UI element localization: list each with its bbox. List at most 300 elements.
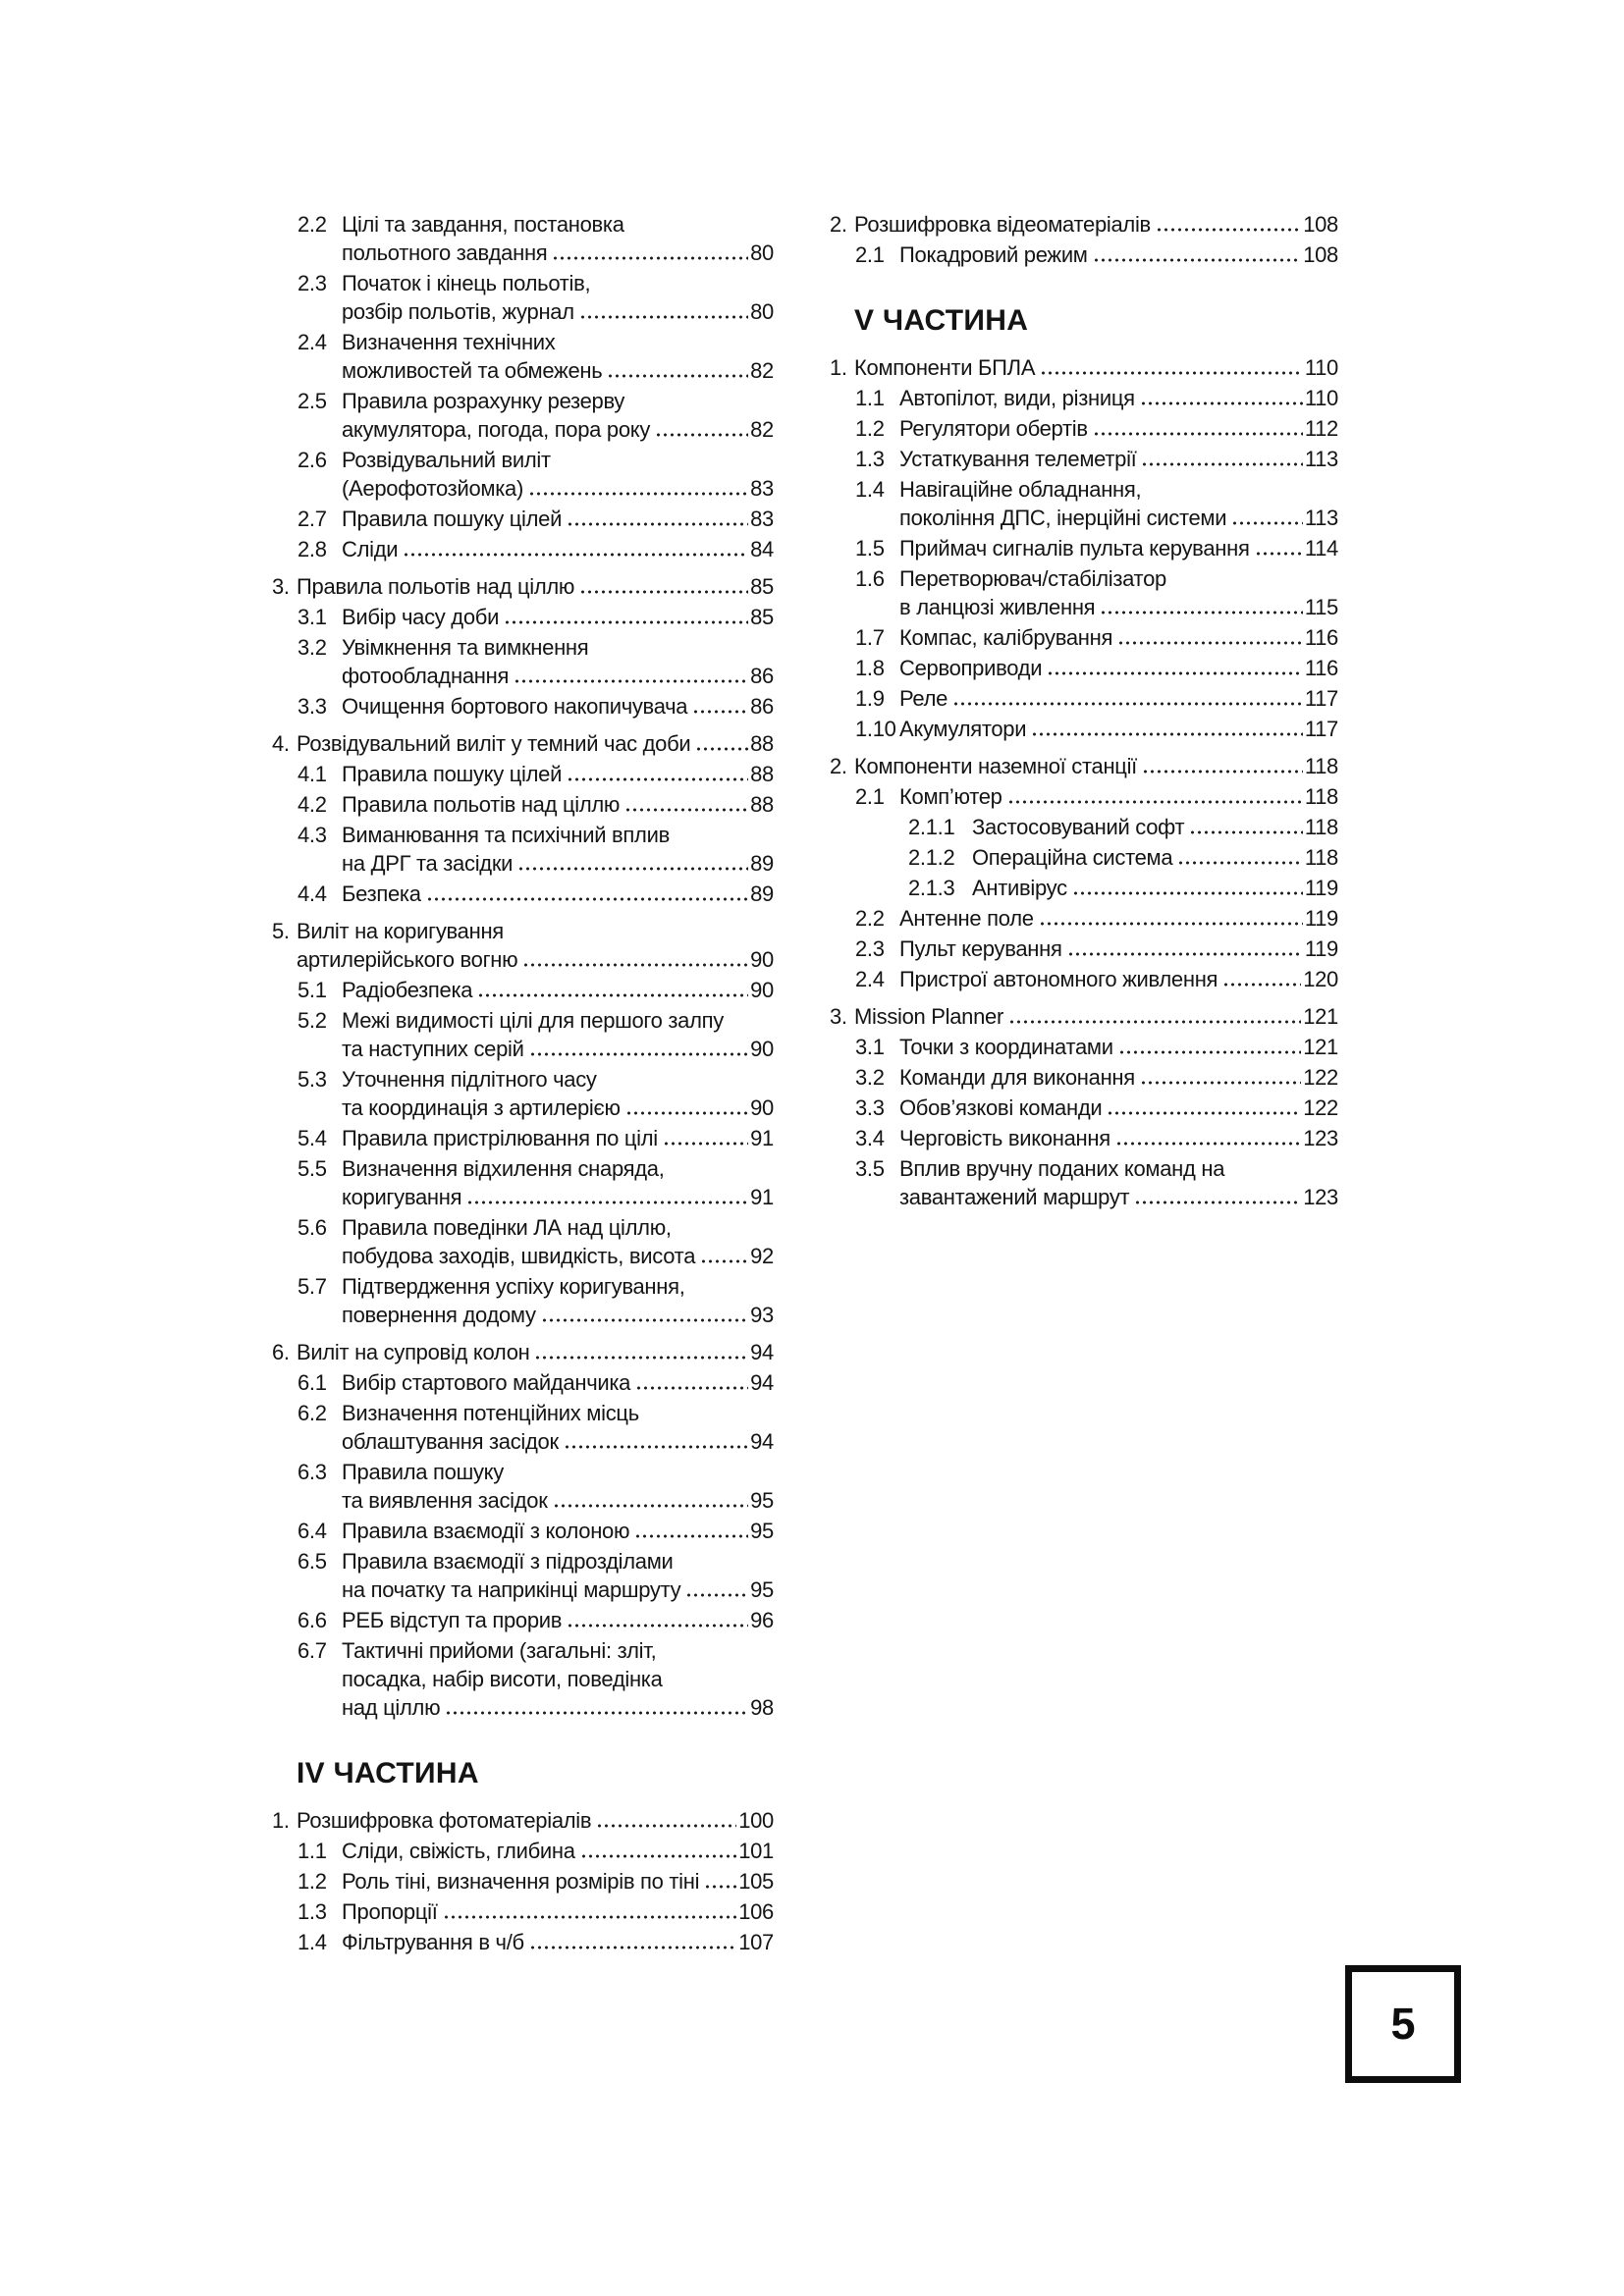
toc-entry [272, 917, 774, 974]
entry-title: Розвідувальний виліт у темний час доби [297, 731, 691, 756]
toc-line [272, 692, 774, 721]
dot-leader [1230, 504, 1303, 532]
toc-entry [830, 623, 1338, 652]
page-ref: 110 [1304, 355, 1338, 380]
dot-leader [566, 505, 748, 533]
page-number: 5 [1390, 1999, 1416, 2049]
toc-entry [830, 715, 1338, 743]
entry-number: 2.7 [298, 507, 327, 531]
toc-line [830, 813, 1338, 841]
toc-line [272, 849, 774, 878]
dot-leader [691, 692, 748, 721]
dot-leader [1141, 752, 1303, 780]
entry-title: Покадровий режим [899, 242, 1088, 267]
toc-line [272, 662, 774, 690]
entry-number: 1.2 [298, 1869, 327, 1894]
page-ref: 94 [750, 1340, 774, 1364]
entry-title: Розшифровка фотоматеріалів [297, 1808, 592, 1833]
toc-line [272, 790, 774, 819]
dot-leader [1188, 813, 1303, 841]
toc-entry [272, 446, 774, 503]
entry-number: 1.5 [855, 536, 885, 561]
dot-leader [1133, 1183, 1301, 1211]
toc-entry [830, 1063, 1338, 1092]
entry-title: Антивірус [972, 876, 1067, 900]
entry-title: Виліт на супровід колон [297, 1340, 530, 1364]
page-ref: 106 [738, 1899, 774, 1924]
toc-entry [272, 269, 774, 326]
toc-entry [272, 692, 774, 721]
page-ref: 101 [738, 1839, 774, 1863]
toc-line [272, 1547, 774, 1575]
toc-entry [272, 1338, 774, 1366]
toc-line [272, 1636, 774, 1665]
dot-leader [425, 880, 748, 908]
toc-line [272, 1368, 774, 1397]
page-ref: 83 [750, 507, 774, 531]
entry-number: 2.4 [855, 967, 885, 991]
toc-entry [830, 904, 1338, 933]
dot-leader [540, 1301, 748, 1329]
toc-entry [272, 1006, 774, 1063]
toc-entry [272, 976, 774, 1004]
entry-number: 2.1.1 [908, 815, 955, 839]
entry-title: польотного завдання [342, 240, 548, 265]
entry-number: 1.7 [855, 625, 885, 650]
toc-entry [830, 534, 1338, 562]
toc-column-right [830, 210, 1338, 1211]
page-ref: 110 [1304, 386, 1338, 410]
toc-line [272, 535, 774, 563]
entry-title: Виліт на коригування [297, 919, 504, 943]
page-ref: 114 [1304, 536, 1338, 561]
entry-title: Антенне поле [899, 906, 1034, 931]
dot-leader [633, 1517, 748, 1545]
entry-title: Команди для виконання [899, 1065, 1135, 1090]
toc-line [272, 1242, 774, 1270]
dot-leader [1071, 874, 1303, 902]
entry-number: 1.1 [855, 386, 885, 410]
entry-title: Компас, калібрування [899, 625, 1113, 650]
entry-title: Роль тіні, визначення розмірів по тіні [342, 1869, 700, 1894]
dot-leader [1092, 414, 1303, 443]
page-ref: 93 [750, 1303, 774, 1327]
entry-title: Компоненти наземної станції [854, 754, 1137, 778]
entry-title: Устаткування телеметрії [899, 447, 1137, 471]
entry-number: 2.2 [298, 212, 327, 237]
entry-number: 3.2 [298, 635, 327, 660]
dot-leader [624, 1094, 748, 1122]
entry-title: Пропорції [342, 1899, 438, 1924]
entry-title: на ДРГ та засідки [342, 851, 514, 876]
entry-title: побудова заходів, швидкість, висота [342, 1244, 696, 1268]
toc-line [272, 328, 774, 356]
entry-title: фотообладнання [342, 664, 510, 688]
part-header: V ЧАСТИНА [854, 304, 1029, 337]
toc-line [830, 504, 1338, 532]
toc-line [830, 564, 1338, 593]
toc-entry [830, 934, 1338, 963]
toc-line [830, 904, 1338, 933]
page-ref: 118 [1304, 754, 1338, 778]
page-ref: 88 [750, 792, 774, 817]
toc-line [830, 1002, 1338, 1031]
page-ref: 88 [750, 762, 774, 786]
toc-line [272, 415, 774, 444]
toc-entry [272, 387, 774, 444]
entry-title: Пристрої автономного живлення [899, 967, 1218, 991]
dot-leader [528, 1035, 749, 1063]
toc-entry [830, 564, 1338, 621]
toc-line [272, 356, 774, 385]
toc-line [272, 269, 774, 297]
dot-leader [1116, 623, 1303, 652]
toc-line [272, 1065, 774, 1094]
page-ref: 94 [750, 1370, 774, 1395]
dot-leader [595, 1806, 736, 1835]
page-ref: 117 [1304, 686, 1338, 711]
toc-entry [272, 1368, 774, 1397]
entry-title: Вплив вручну поданих команд на [899, 1156, 1225, 1181]
entry-title: можливостей та обмежень [342, 358, 603, 383]
entry-title: Черговість виконання [899, 1126, 1110, 1150]
entry-title: Сервоприводи [899, 656, 1043, 680]
entry-title: Реле [899, 686, 948, 711]
toc-entry [272, 1124, 774, 1152]
toc-line [272, 603, 774, 631]
entry-number: 3.3 [855, 1095, 885, 1120]
entry-number: 2.6 [298, 448, 327, 472]
entry-number: 2.4 [298, 330, 327, 354]
toc-line [272, 1035, 774, 1063]
toc-entry [830, 843, 1338, 872]
page-ref: 100 [738, 1808, 774, 1833]
page-ref: 90 [750, 978, 774, 1002]
entry-number: 6.3 [298, 1460, 327, 1484]
entry-number: 3.3 [298, 694, 327, 719]
toc-line [272, 880, 774, 908]
page-ref: 80 [750, 299, 774, 324]
toc-line [272, 446, 774, 474]
dot-leader [533, 1338, 748, 1366]
dot-leader [1106, 1094, 1301, 1122]
page-ref: 85 [750, 574, 774, 599]
toc-entry [272, 1928, 774, 1956]
toc-entry [830, 210, 1338, 239]
entry-number: 3. [272, 574, 290, 599]
dot-leader [1006, 782, 1303, 811]
toc-entry [830, 414, 1338, 443]
page-ref: 95 [750, 1488, 774, 1513]
entry-title: Очищення бортового накопичувача [342, 694, 688, 719]
toc-entry [272, 603, 774, 631]
entry-number: 6.2 [298, 1401, 327, 1425]
entry-title: над ціллю [342, 1695, 441, 1720]
page-ref: 123 [1303, 1185, 1338, 1209]
page-ref: 118 [1304, 815, 1338, 839]
page-ref: 95 [750, 1577, 774, 1602]
dot-leader [1038, 904, 1303, 933]
toc-line [272, 976, 774, 1004]
toc-line [830, 414, 1338, 443]
dot-leader [1139, 384, 1303, 412]
entry-title: Фільтрування в ч/б [342, 1930, 524, 1954]
toc-entry [830, 1124, 1338, 1152]
entry-title: в ланцюзі живлення [899, 595, 1096, 619]
toc-entry [830, 684, 1338, 713]
dot-leader [1039, 353, 1303, 382]
toc-entry [272, 1458, 774, 1515]
dot-leader [566, 760, 748, 788]
entry-title: Визначення відхилення снаряда, [342, 1156, 665, 1181]
toc-line [272, 1213, 774, 1242]
toc-entry [272, 1867, 774, 1896]
dot-leader [1139, 1063, 1301, 1092]
entry-title: (Аерофотозйомка) [342, 476, 523, 501]
toc-line [272, 1517, 774, 1545]
page-ref: 89 [750, 881, 774, 906]
toc-line [830, 1124, 1338, 1152]
page-ref: 118 [1304, 845, 1338, 870]
toc-line [830, 475, 1338, 504]
page-ref: 82 [750, 358, 774, 383]
page-ref: 113 [1304, 506, 1338, 530]
toc-entry [272, 1272, 774, 1329]
toc-line [272, 1458, 774, 1486]
dot-leader [1155, 210, 1301, 239]
entry-title: РЕБ відступ та прорив [342, 1608, 563, 1632]
toc-line [272, 239, 774, 267]
toc-line [830, 752, 1338, 780]
page-ref: 82 [750, 417, 774, 442]
entry-title: завантажений маршрут [899, 1185, 1130, 1209]
toc-line [830, 1033, 1338, 1061]
entry-number: 1. [272, 1808, 290, 1833]
entry-title: Розшифровка відеоматеріалів [854, 212, 1151, 237]
page-ref: 90 [750, 1037, 774, 1061]
toc-entry [830, 1033, 1338, 1061]
dot-leader [552, 1486, 749, 1515]
entry-title: Правила польотів над ціллю [297, 574, 575, 599]
page-ref: 83 [750, 476, 774, 501]
toc-line [272, 1301, 774, 1329]
toc-entry [272, 1154, 774, 1211]
dot-leader [1221, 965, 1301, 993]
toc-line [272, 474, 774, 503]
entry-title: посадка, набір висоти, поведінка [342, 1667, 663, 1691]
toc-entry [272, 1517, 774, 1545]
toc-line [830, 654, 1338, 682]
entry-title: покоління ДПС, інерційні системи [899, 506, 1227, 530]
entry-title: облаштування засідок [342, 1429, 559, 1454]
toc-entry [830, 353, 1338, 382]
entry-number: 1.8 [855, 656, 885, 680]
toc-entry [272, 1606, 774, 1634]
toc-entry [272, 1065, 774, 1122]
entry-number: 1.1 [298, 1839, 327, 1863]
toc-line [272, 1806, 774, 1835]
entry-number: 4.3 [298, 823, 327, 847]
entry-title: Вибір стартового майданчика [342, 1370, 631, 1395]
dot-leader [503, 603, 748, 631]
page-ref: 80 [750, 240, 774, 265]
toc-entry [830, 782, 1338, 811]
entry-number: 5.1 [298, 978, 327, 1002]
toc-line [830, 715, 1338, 743]
entry-title: Межі видимості цілі для першого залпу [342, 1008, 724, 1033]
entry-title: та виявлення засідок [342, 1488, 548, 1513]
toc-line [830, 353, 1338, 382]
dot-leader [623, 790, 748, 819]
dot-leader [606, 356, 748, 385]
dot-leader [694, 729, 748, 758]
toc-line [272, 729, 774, 758]
entry-number: 1.6 [855, 566, 885, 591]
toc-line [272, 387, 774, 415]
page-ref: 117 [1304, 717, 1338, 741]
page-ref: 121 [1303, 1035, 1338, 1059]
toc-line [272, 1124, 774, 1152]
dot-leader [521, 945, 748, 974]
entry-title: та наступних серій [342, 1037, 524, 1061]
dot-leader [1176, 843, 1302, 872]
toc-line [830, 965, 1338, 993]
entry-number: 6.7 [298, 1638, 327, 1663]
dot-leader [465, 1183, 748, 1211]
page-ref: 121 [1303, 1004, 1338, 1029]
entry-title: акумулятора, погода, пора року [342, 417, 651, 442]
entry-number: 3.5 [855, 1156, 885, 1181]
dot-leader [1254, 534, 1303, 562]
entry-number: 2.1.2 [908, 845, 955, 870]
toc-line [272, 1094, 774, 1122]
toc-line [830, 1183, 1338, 1211]
entry-title: Тактичні прийоми (загальні: зліт, [342, 1638, 657, 1663]
toc-line [272, 1575, 774, 1604]
page-ref: 88 [750, 731, 774, 756]
entry-number: 1.2 [855, 416, 885, 441]
entry-title: Застосовуваний софт [972, 815, 1185, 839]
dot-leader [1066, 934, 1303, 963]
page-ref: 90 [750, 1095, 774, 1120]
dot-leader [1007, 1002, 1301, 1031]
entry-number: 2.8 [298, 537, 327, 561]
entry-title: Компоненти БПЛА [854, 355, 1036, 380]
entry-number: 2.3 [855, 936, 885, 961]
entry-title: Правила пошуку цілей [342, 507, 563, 531]
dot-leader [551, 239, 748, 267]
page-ref: 123 [1303, 1126, 1338, 1150]
dot-leader [684, 1575, 748, 1604]
entry-title: Правила поведінки ЛА над ціллю, [342, 1215, 672, 1240]
toc-line [830, 593, 1338, 621]
toc-line [272, 505, 774, 533]
entry-number: 3.4 [855, 1126, 885, 1150]
toc-line [830, 210, 1338, 239]
toc-line [830, 684, 1338, 713]
toc-entry [272, 572, 774, 601]
page-ref: 119 [1304, 936, 1338, 961]
toc-entry [272, 1213, 774, 1270]
page-ref: 108 [1303, 242, 1338, 267]
dot-leader [566, 1606, 748, 1634]
page-ref: 116 [1304, 656, 1338, 680]
entry-title: Автопілот, види, різниця [899, 386, 1135, 410]
toc-line [272, 1154, 774, 1183]
page-number-box [1345, 1965, 1461, 2083]
dot-leader [1046, 654, 1303, 682]
toc-line [830, 1094, 1338, 1122]
page-ref: 119 [1304, 906, 1338, 931]
entry-number: 1.4 [855, 477, 885, 502]
toc-entry [272, 210, 774, 267]
toc-entry [272, 535, 774, 563]
page-ref: 113 [1304, 447, 1338, 471]
page-ref: 90 [750, 947, 774, 972]
entry-number: 6.1 [298, 1370, 327, 1395]
entry-number: 3.1 [855, 1035, 885, 1059]
entry-title: Обов’язкові команди [899, 1095, 1103, 1120]
toc-line [830, 782, 1338, 811]
entry-title: Приймач сигналів пульта керування [899, 536, 1250, 561]
toc-entry [830, 445, 1338, 473]
entry-title: Комп’ютер [899, 784, 1002, 809]
toc-entry [272, 729, 774, 758]
entry-title: Початок і кінець польотів, [342, 271, 591, 295]
entry-title: Правила взаємодії з колоною [342, 1519, 630, 1543]
toc-entry [830, 475, 1338, 532]
dot-leader [476, 976, 748, 1004]
page-ref: 98 [750, 1695, 774, 1720]
entry-number: 1.4 [298, 1930, 327, 1954]
entry-title: Розвідувальний виліт [342, 448, 551, 472]
entry-title: Виманювання та психічний вплив [342, 823, 670, 847]
toc-line [830, 934, 1338, 963]
entry-title: Підтвердження успіху коригування, [342, 1274, 685, 1299]
dot-leader [699, 1242, 748, 1270]
toc-line [272, 1867, 774, 1896]
entry-number: 3.2 [855, 1065, 885, 1090]
entry-number: 2.5 [298, 389, 327, 413]
toc-entry [830, 752, 1338, 780]
page-ref: 89 [750, 851, 774, 876]
entry-title: Безпека [342, 881, 421, 906]
toc-entry [272, 1806, 774, 1835]
entry-title: Навігаційне обладнання, [899, 477, 1142, 502]
toc-line [272, 1606, 774, 1634]
dot-leader [1140, 445, 1302, 473]
toc-entry [272, 790, 774, 819]
entry-number: 2.1.3 [908, 876, 955, 900]
entry-title: Правила пошуку [342, 1460, 504, 1484]
dot-leader [444, 1693, 748, 1722]
toc-line [830, 240, 1338, 269]
page-ref: 118 [1304, 784, 1338, 809]
toc-entry [272, 760, 774, 788]
entry-number: 2.3 [298, 271, 327, 295]
entry-title: Точки з координатами [899, 1035, 1113, 1059]
toc-line [272, 917, 774, 945]
toc-entry [272, 1399, 774, 1456]
toc-entry [272, 1547, 774, 1604]
dot-leader [1099, 593, 1303, 621]
dot-leader [662, 1124, 748, 1152]
toc-column-left [272, 210, 774, 1956]
toc-line [272, 1183, 774, 1211]
dot-leader [951, 684, 1303, 713]
toc-entry [830, 240, 1338, 269]
dot-leader [442, 1897, 737, 1926]
